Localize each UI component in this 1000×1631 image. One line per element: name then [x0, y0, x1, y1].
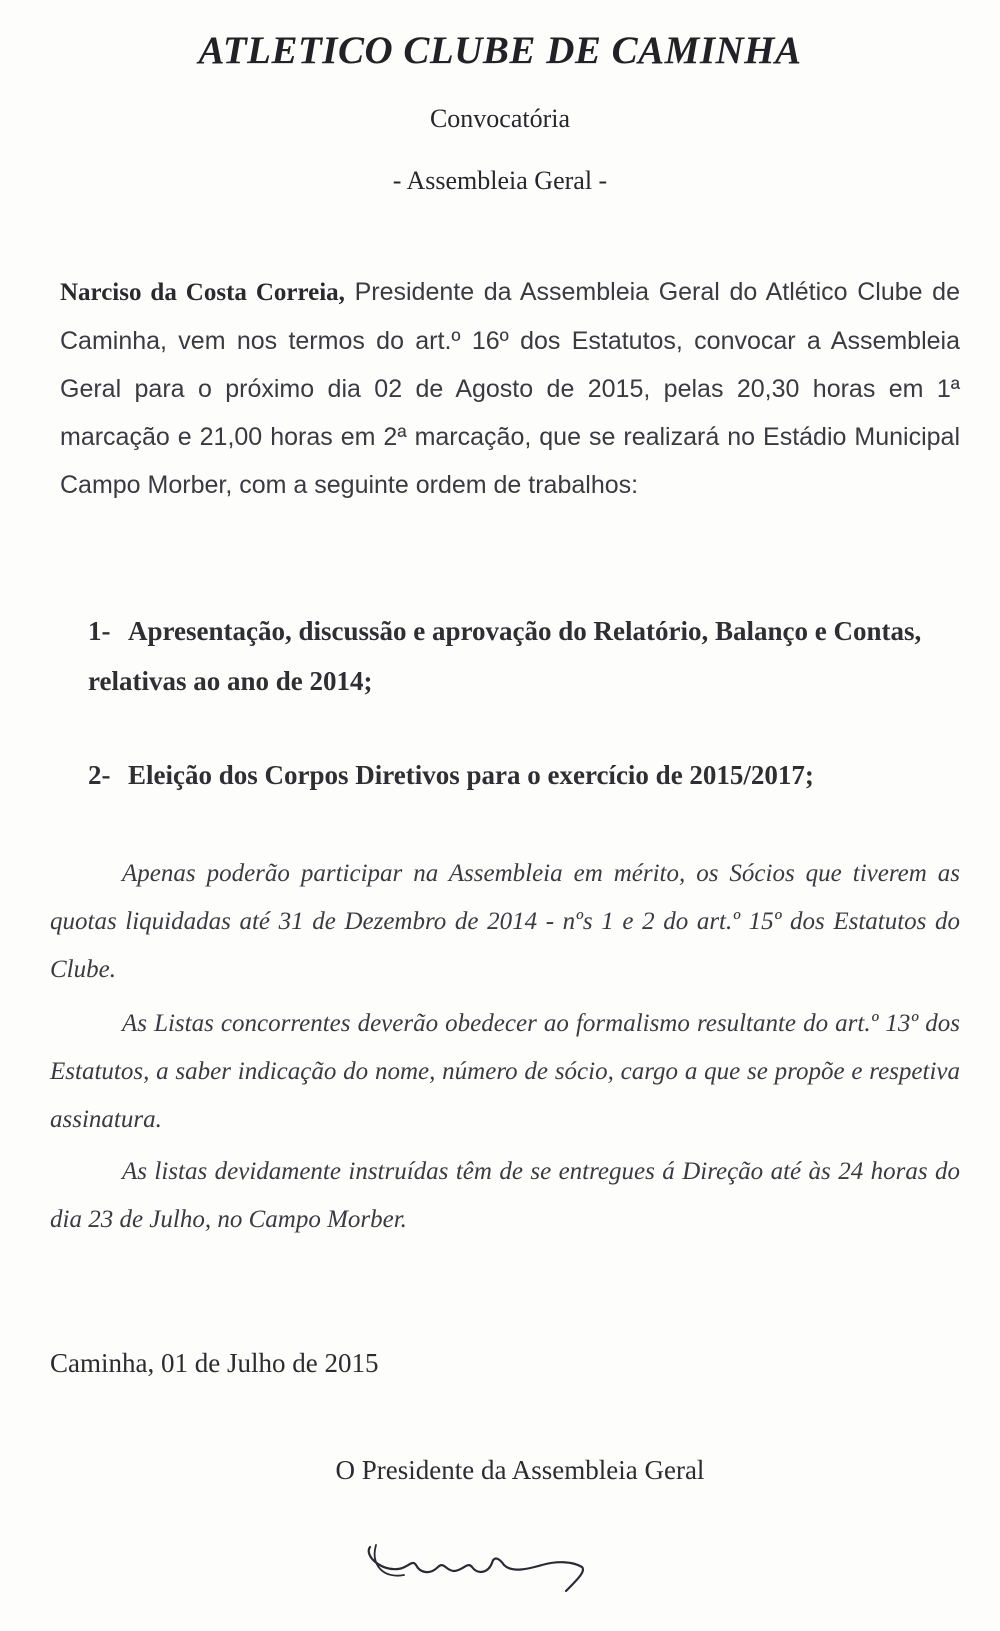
note-text: Apenas poderão participar na Assembleia em mérito, os Sócios que tiverem as quotas liquidadas até 31 de Dezembro de 2014 - nºs 1 e 2 do art.º 15º dos Estatutos do Clube.	[50, 860, 960, 983]
agenda-item-1	[88, 606, 958, 706]
agenda-number: 2-	[88, 760, 111, 790]
meeting-title: - Assembleia Geral -	[392, 166, 608, 195]
note-text: As listas devidamente instruídas têm de se entregues á Direção até às 24 horas do dia 23 de Julho, no Campo Morber.	[50, 1158, 960, 1233]
agenda-text: Apresentação, discussão e aprovação do Relatório, Balanço e Contas, relativas ao ano de 2014;	[88, 616, 922, 696]
intro-paragraph	[60, 268, 960, 509]
agenda-number: 1-	[88, 616, 111, 646]
intro-text: Presidente da Assembleia Geral do Atlético Clube de Caminha, vem nos termos do art.º 16º dos Estatutos, convocar a Assembleia Geral para o próximo dia 02 de Agosto de 2015, pelas 20,30 horas em 1ª marcação e 21,00 horas em 2ª marcação, que se realizará no Estádio Municipal Campo Morber, com a seguinte ordem de trabalhos:	[60, 278, 960, 499]
handwritten-signature	[360, 1525, 600, 1605]
agenda-item-2	[88, 750, 958, 800]
note-paragraph-1	[50, 850, 960, 994]
president-name: Narciso da Costa Correia,	[60, 279, 345, 306]
note-paragraph-2	[50, 1000, 960, 1144]
place-date: Caminha, 01 de Julho de 2015	[50, 1348, 379, 1378]
club-title: ATLETICO CLUBE DE CAMINHA	[198, 29, 802, 72]
note-text: As Listas concorrentes deverão obedecer ao formalismo resultante do art.º 13º dos Estatutos, a saber indicação do nome, número de sócio, cargo a que se propõe e respetiva assinatura.	[50, 1010, 960, 1133]
document-type: Convocatória	[429, 104, 571, 133]
signatory-title: O Presidente da Assembleia Geral	[335, 1455, 705, 1485]
note-paragraph-3	[50, 1148, 960, 1244]
agenda-text: Eleição dos Corpos Diretivos para o exercício de 2015/2017;	[128, 760, 814, 790]
